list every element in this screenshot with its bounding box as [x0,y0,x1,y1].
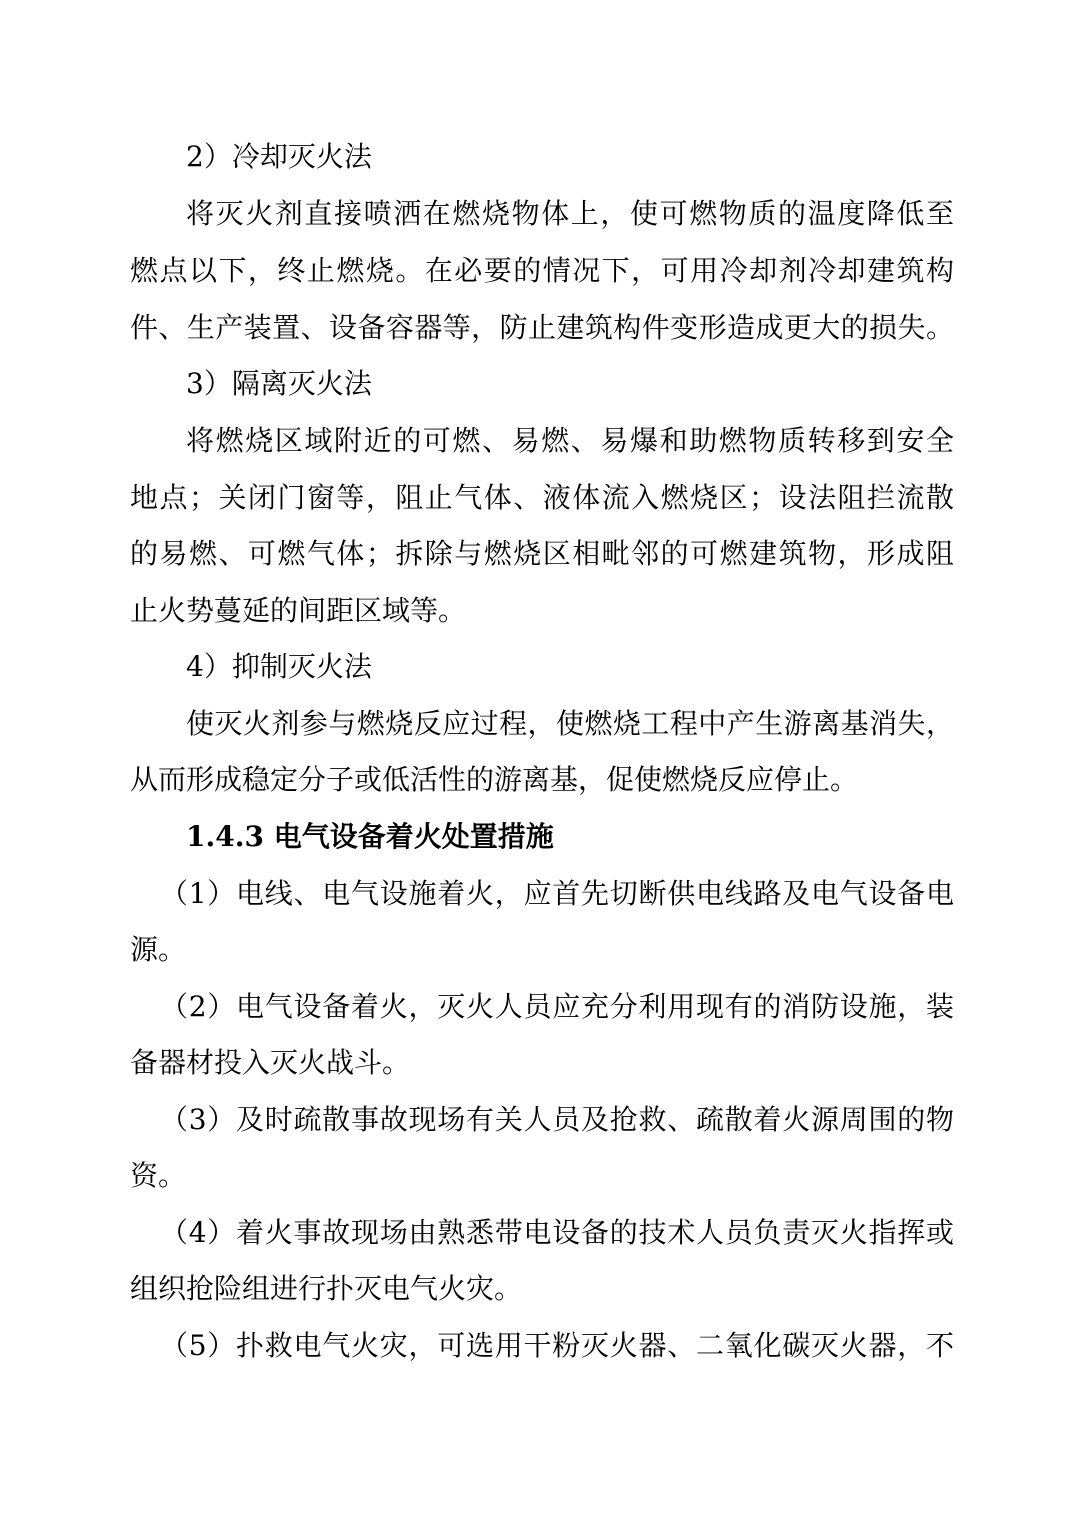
list-item-5: （5）扑救电气火灾，可选用干粉灭火器、二氧化碳灭火器，不 [160,1329,954,1362]
paragraph-line: 使灭火剂参与燃烧反应过程，使燃烧工程中产生游离基消失， [186,707,954,740]
heading-suppression: 4）抑制灭火法 [186,650,372,683]
list-item-3-continuation: 资。 [130,1159,187,1192]
paragraph-line: 的易燃、可燃气体；拆除与燃烧区相毗邻的可燃建筑物，形成阻 [130,537,954,570]
list-item-2: （2）电气设备着火，灭火人员应充分利用现有的消防设施，装 [160,990,954,1023]
heading-isolation: 3）隔离灭火法 [186,367,372,400]
list-item-4: （4）着火事故现场由熟悉带电设备的技术人员负责灭火指挥或 [160,1216,954,1249]
paragraph-line: 燃点以下，终止燃烧。在必要的情况下，可用冷却剂冷却建筑构 [130,254,954,287]
list-item-3: （3）及时疏散事故现场有关人员及抢救、疏散着火源周围的物 [160,1103,954,1136]
paragraph-line: 从而形成稳定分子或低活性的游离基，促使燃烧反应停止。 [130,763,859,796]
heading-cooling: 2）冷却灭火法 [186,140,372,173]
list-item-4-continuation: 组织抢险组进行扑灭电气火灾。 [130,1272,523,1305]
paragraph-line: 将灭火剂直接喷洒在燃烧物体上，使可燃物质的温度降低至 [186,197,954,230]
list-item-2-continuation: 备器材投入灭火战斗。 [130,1046,411,1079]
list-item-1-continuation: 源。 [130,933,187,966]
paragraph-line: 地点；关闭门窗等，阻止气体、液体流入燃烧区；设法阻拦流散 [130,481,954,514]
section-heading-electrical: 1.4.3 电气设备着火处置措施 [186,820,554,853]
list-item-1: （1）电线、电气设施着火，应首先切断供电线路及电气设备电 [160,877,954,910]
paragraph-line: 将燃烧区域附近的可燃、易燃、易爆和助燃物质转移到安全 [186,424,954,457]
paragraph-line: 件、生产装置、设备容器等，防止建筑构件变形造成更大的损失。 [130,311,954,344]
paragraph-line: 止火势蔓延的间距区域等。 [130,594,467,627]
